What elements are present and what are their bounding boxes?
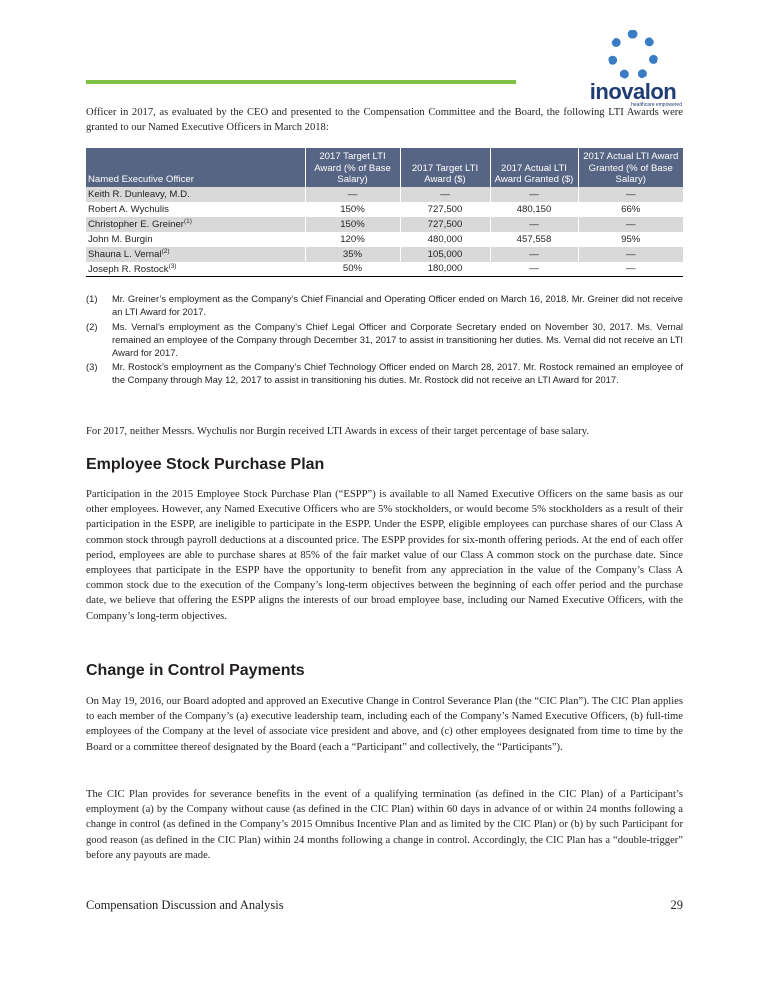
footnote [86,292,683,318]
officer-name [86,232,305,247]
table-cell: — [578,217,683,232]
officer-name-text: Joseph R. Rostock [88,263,169,275]
table-cell: 480,150 [490,202,578,217]
espp-heading: Employee Stock Purchase Plan [86,456,325,473]
table-row [86,202,683,217]
footnote-number: (1) [86,293,98,304]
table-row [86,217,683,232]
table-row [86,187,683,202]
footnote [86,320,683,360]
col-header: 2017 Actual LTI Award Granted (% of Base Salary) [578,148,683,187]
table-row [86,262,683,277]
cic-heading: Change in Control Payments [86,662,305,679]
table-cell: 480,000 [400,232,490,247]
footnote [86,360,683,386]
table-cell: — [305,187,400,202]
footnote-number: (3) [86,361,98,372]
table-cell: 727,500 [400,202,490,217]
officer-name-text: John M. Burgin [88,233,153,245]
footnote-ref: (3) [168,262,177,270]
table-cell: 50% [305,262,400,277]
table-cell: — [490,187,578,202]
table-cell: — [400,187,490,202]
table-cell: 105,000 [400,247,490,262]
lti-awards-table [86,148,683,277]
table-row [86,232,683,247]
table-cell: — [578,247,683,262]
table-cell: — [578,187,683,202]
logo-tagline: healthcare empowered [631,102,682,108]
cic-paragraph-1: On May 19, 2016, our Board adopted and approved an Executive Change in Control Severance Plan (the “CIC Plan”). The CIC Plan applies to each member of the Company’s (a) executive leadership team, including each of the Company’s Named Executive Officers, (b) full-time employees of the Company at the level of associate vice president and above, and (c) other employees designated from time to time by the Board or a committee thereof designated by the Board (each a “Participant” and collectively, the “Participants”). [86,696,683,753]
table-cell: 95% [578,232,683,247]
officer-name [86,187,305,202]
table-cell: 150% [305,217,400,232]
officer-name-text: Keith R. Dunleavy, M.D. [88,188,190,200]
table-cell: — [578,262,683,277]
footnote-ref: (2) [161,247,170,255]
table-cell: — [490,262,578,277]
officer-name [86,202,305,217]
table-cell: 66% [578,202,683,217]
col-header: 2017 Actual LTI Award Granted ($) [490,148,578,187]
footnote-number: (2) [86,321,98,332]
page-footer [86,898,683,913]
table-cell: 457,558 [490,232,578,247]
table-header-row [86,148,683,187]
cic-paragraph-2: The CIC Plan provides for severance benefits in the event of a qualifying termination (as defined in the CIC Plan) of a Participant’s employment (a) by the Company without cause (as defined in the CIC Plan) within 60 days in advance of or within 24 months following a change in control (as defined in the Company’s 2015 Omnibus Incentive Plan and as limited by the CIC Plan) or (b) by such Participant for good reason (as defined in the CIC Plan) within 24 months following a change in control. Accordingly, the CIC Plan has a “double-trigger” before any payouts are made. [86,789,683,861]
footnote-text: Ms. Vernal’s employment as the Company’s Chief Legal Officer and Corporate Secretary ended on November 30, 2017. Ms. Vernal remained an employee of the Company through December 31, 2017 to assist in transitioning her duties. Ms. Vernal did not receive an LTI Award for 2017. [112,321,683,359]
officer-name [86,217,305,232]
table-cell: — [490,217,578,232]
page-number: 29 [670,898,683,912]
espp-paragraph: Participation in the 2015 Employee Stock Purchase Plan (“ESPP”) is available to all Named Executive Officers on the same basis as our other employees. However, any Named Executive Officers who are 5% stockholders, or would become 5% stockholders as a result of their participation in the ESPP, are ineligible to participate in the ESPP. Under the ESPP, eligible employees can purchase shares of our Class A common stock through payroll deductions at a discounted price. The ESPP provides for six-month offering periods. At the end of each offer period, employees are able to purchase shares at 85% of the fair market value of our Class A common stock on the purchase date. Since employees that participate in the ESPP have the opportunity to benefit from any appreciation in the value of the Company’s Class A common stock due to the execution of the Company’s long-term objectives between the beginning of each offer period and the purchase date, we believe that offering the ESPP aligns the interests of our broad employee base, including our Named Executive Officers, with the Company’s long-term objectives. [86,489,683,622]
col-header: 2017 Target LTI Award ($) [400,148,490,187]
officer-name [86,262,305,277]
header-rule [86,80,516,84]
table-cell: 727,500 [400,217,490,232]
table-cell: 150% [305,202,400,217]
inovalon-logo [578,30,688,108]
col-header: 2017 Target LTI Award (% of Base Salary) [305,148,400,187]
table-cell: 120% [305,232,400,247]
table-cell: 180,000 [400,262,490,277]
col-header: Named Executive Officer [86,148,305,187]
lti-summary-paragraph: For 2017, neither Messrs. Wychulis nor Burgin received LTI Awards in excess of their target percentage of base salary. [86,426,590,437]
officer-name-text: Robert A. Wychulis [88,203,169,215]
officer-name-text: Shauna L. Vernal [88,249,162,261]
footnote-text: Mr. Greiner’s employment as the Company’s Chief Financial and Operating Officer ended on March 16, 2018. Mr. Greiner did not receive an LTI Award for 2017. [112,293,683,318]
footnote-ref: (1) [183,217,192,225]
officer-name [86,247,305,262]
table-cell: — [490,247,578,262]
footnote-text: Mr. Rostock’s employment as the Company’s Chief Technology Officer ended on March 28, 2017. Mr. Rostock remained an employee of the Company through May 12, 2017 to assist in transitioning his duties. Mr. Rostock did not receive an LTI Award for 2017. [112,361,683,386]
table-row [86,247,683,262]
table-cell: 35% [305,247,400,262]
officer-name-text: Christopher E. Greiner [88,219,184,231]
intro-paragraph: Officer in 2017, as evaluated by the CEO and presented to the Compensation Committee and the Board, the following LTI Awards were granted to our Named Executive Officers in March 2018: [86,107,683,134]
footer-section: Compensation Discussion and Analysis [86,898,284,912]
logo-ring-icon [608,30,658,80]
logo-wordmark: inovalon [589,79,677,104]
